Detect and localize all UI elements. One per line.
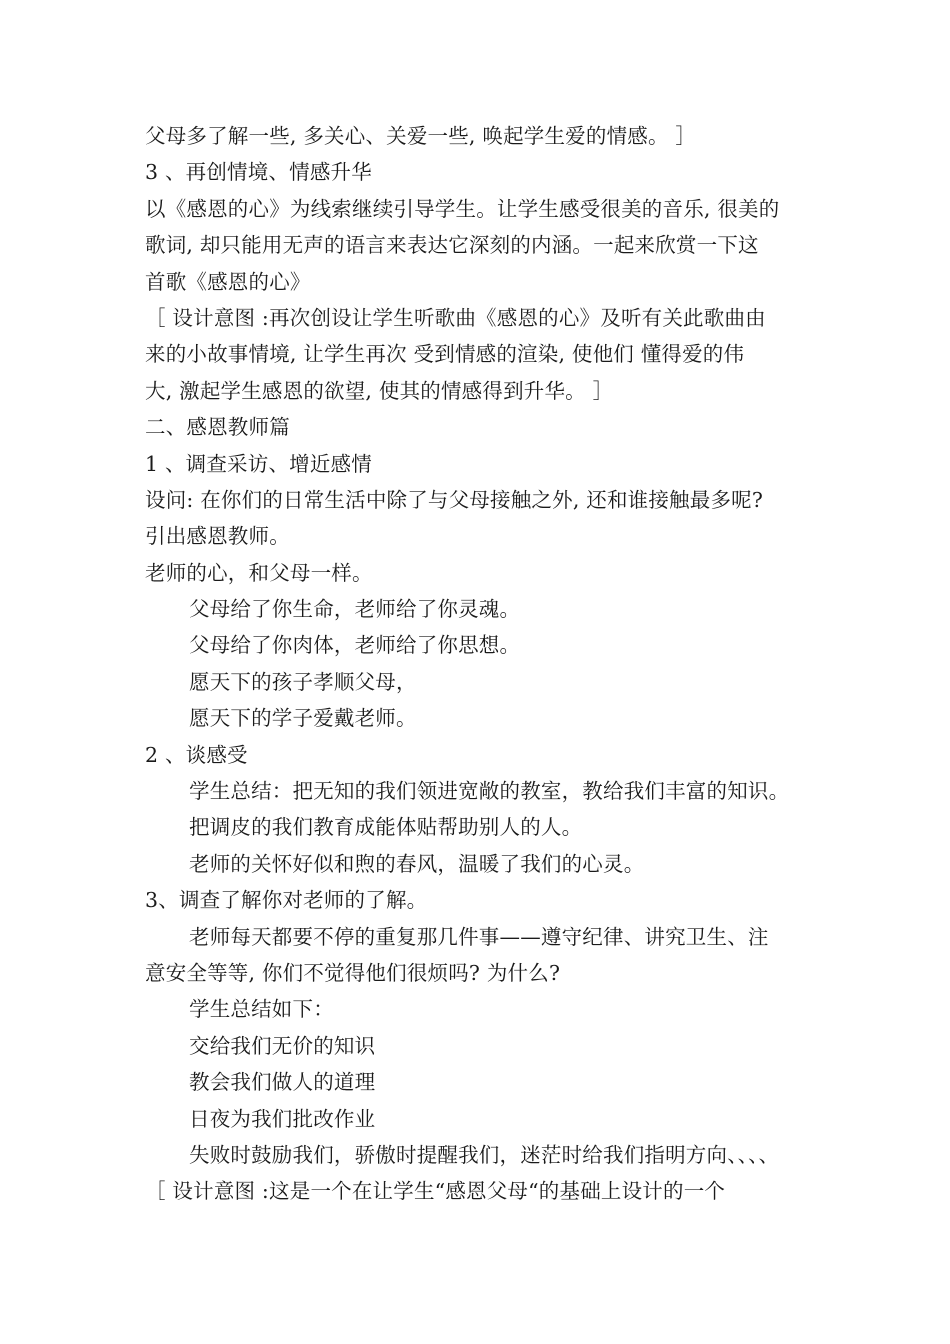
text-line: 2 、谈感受 bbox=[145, 742, 248, 767]
text-line: 1 、调查采访、增近感情 bbox=[145, 451, 372, 476]
text-line: 日夜为我们批改作业 bbox=[189, 1106, 376, 1131]
text-line: 愿天下的孩子孝顺父母， bbox=[189, 669, 417, 694]
text-line: 父母多了解一些, 多关心、关爱一些, 唤起学生爱的情感。 ］ bbox=[145, 124, 697, 148]
text-line: 引出感恩教师。 bbox=[145, 524, 290, 549]
text-line: 老师的心，和父母一样。 bbox=[145, 560, 373, 585]
text-line: 学生总结：把无知的我们领进宽敞的教室，教给我们丰富的知识。 bbox=[189, 779, 790, 804]
text-line: 父母给了你生命，老师给了你灵魂。 bbox=[189, 597, 521, 622]
text-line: 3、调查了解你对老师的了解。 bbox=[145, 888, 428, 913]
document-body bbox=[145, 118, 845, 1210]
text-line: 3 、再创情境、情感升华 bbox=[145, 160, 372, 185]
text-line: 大, 激起学生感恩的欲望, 使其的情感得到升华。 ］ bbox=[145, 378, 614, 403]
text-line: 首歌《感恩的心》 bbox=[145, 269, 311, 294]
text-line: ［ 设计意图 :这是一个在让学生“感恩父母“的基础上设计的一个 bbox=[145, 1179, 726, 1204]
text-line: 失败时鼓励我们，骄傲时提醒我们，迷茫时给我们指明方向、、、、 bbox=[189, 1142, 780, 1167]
text-line: 教会我们做人的道理 bbox=[189, 1070, 376, 1095]
text-line: 老师的关怀好似和煦的春风，温暖了我们的心灵。 bbox=[189, 851, 645, 876]
text-line: 老师每天都要不停的重复那几件事——遵守纪律、讲究卫生、注 bbox=[189, 924, 769, 949]
text-line: 愿天下的学子爱戴老师。 bbox=[189, 706, 417, 731]
text-line: 把调皮的我们教育成能体贴帮助别人的人。 bbox=[189, 815, 583, 840]
text-line: 二、感恩教师篇 bbox=[145, 415, 290, 440]
text-line: 来的小故事情境, 让学生再次 受到情感的渲染, 使他们 懂得爱的伟 bbox=[145, 342, 745, 367]
text-line: ［ 设计意图 :再次创设让学生听歌曲《感恩的心》及听有关此歌曲由 bbox=[145, 305, 766, 330]
text-line: 交给我们无价的知识 bbox=[189, 1033, 376, 1058]
text-line: 设问: 在你们的日常生活中除了与父母接触之外, 还和谁接触最多呢? bbox=[145, 487, 764, 512]
text-line: 学生总结如下： bbox=[189, 997, 334, 1022]
text-line: 意安全等等, 你们不觉得他们很烦吗? 为什么? bbox=[145, 960, 561, 985]
text-line: 歌词, 却只能用无声的语言来表达它深刻的内涵。一起来欣赏一下这 bbox=[145, 233, 759, 258]
text-line: 以《感恩的心》为线索继续引导学生。让学生感受很美的音乐, 很美的 bbox=[145, 196, 780, 221]
text-line: 父母给了你肉体，老师给了你思想。 bbox=[189, 633, 521, 658]
